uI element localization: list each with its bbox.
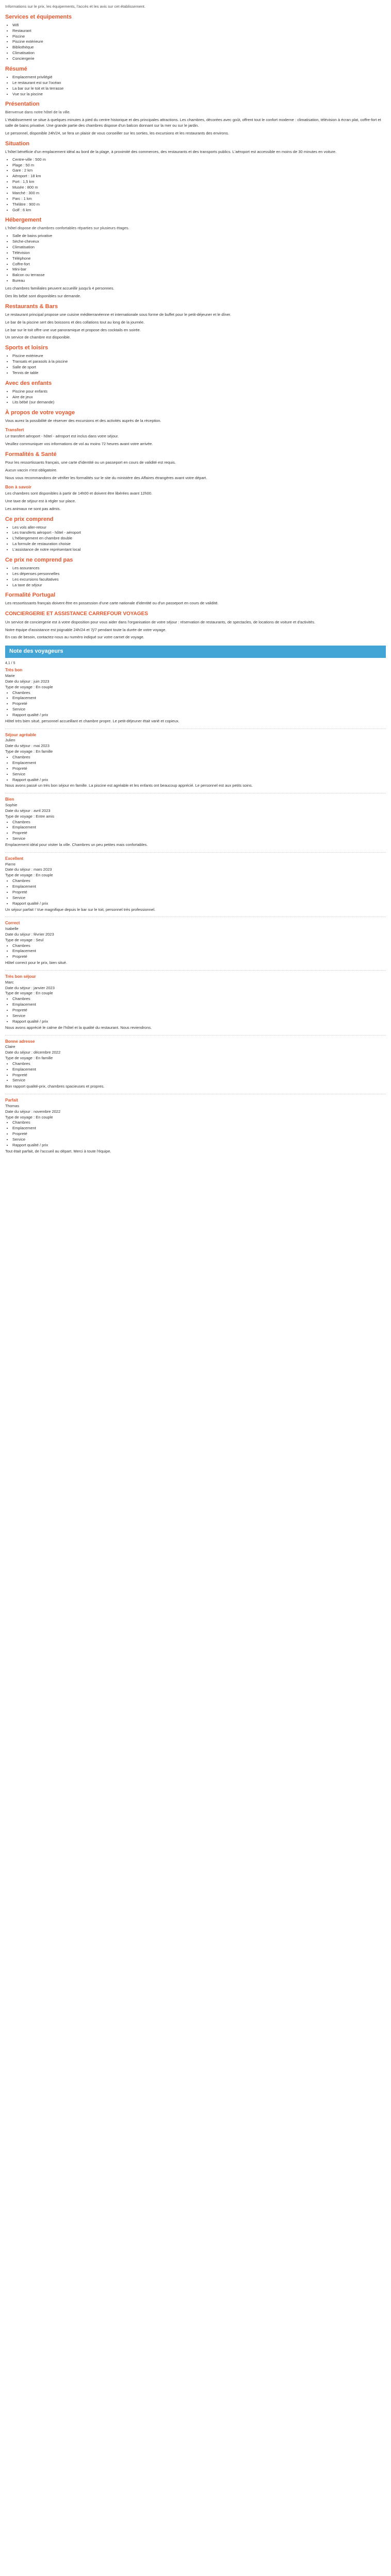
list-item: • Port : 1,5 km [12,179,386,185]
review-item [5,973,386,1032]
review-title: Excellent [5,856,24,861]
formalites-p1: Pour les ressortissants français, une carte d'identité ou un passeport en cours de validité est requis. [5,460,176,465]
enfants-list [5,389,386,406]
review-score-item: • Chambres [12,755,386,760]
review-type: Type de voyage : En famille [5,1055,53,1060]
review-text: Un séjour parfait ! Vue magnifique depuis le bar sur le toit, personnel très professionnel. [5,907,156,912]
conciergerie-p3: En cas de besoin, contactez-nous au numéro indiqué sur votre carnet de voyage. [5,635,144,640]
review-score-item: • Service [12,1078,386,1083]
review-score-item: • Emplacement [12,1067,386,1073]
review-score-item: • Rapport qualité / prix [12,1019,386,1025]
review-date: Date du séjour : avril 2023 [5,808,51,813]
review-score-item: • Emplacement [12,825,386,831]
hebergement-list [5,233,386,284]
review-score-item: • Service [12,895,386,901]
review-title: Bonne adresse [5,1039,35,1044]
review-item [5,1096,386,1156]
conciergerie-title: CONCIERGERIE ET ASSISTANCE CARREFOUR VOYAGES [5,611,148,617]
ne-comprend-list [5,566,386,588]
review-title: Parfait [5,1098,18,1103]
review-scores [5,878,386,906]
review-author: Julien [5,738,15,743]
propos-p1: Vous aurez la possibilité de réserver des excursions et des activités auprès de la réception. [5,418,161,423]
bon-p2: Une taxe de séjour est à régler sur place. [5,498,76,503]
list-item: • La taxe de séjour [12,583,386,588]
review-score-item: • Propreté [12,954,386,960]
comprend-list [5,525,386,553]
review-title: Très bon séjour [5,974,36,979]
review-divider [5,728,386,729]
presentation-p2: Le personnel, disponible 24h/24, se fera un plaisir de vous conseiller sur les sorties, les excursions et les restaurants des environs. [5,130,229,135]
list-item: • Aéroport : 18 km [12,174,386,179]
list-item: • Conciergerie [12,56,386,62]
list-item: • Aire de jeux [12,395,386,400]
review-score-item: • Chambres [12,878,386,884]
list-item: • Marché : 300 m [12,191,386,196]
review-author: Pierre [5,861,16,867]
formalites-p3: Nous vous recommandons de vérifier les formalités sur le site du ministère des Affaires étrangères avant votre départ. [5,475,207,480]
presentation-title: Présentation [5,101,40,108]
review-item [5,1038,386,1092]
review-score-item: • Chambres [12,996,386,1002]
review-score-item: • Propreté [12,1131,386,1137]
reviews-list [5,666,386,1156]
list-item: • Mini-bar [12,267,386,273]
review-scores [5,1120,386,1148]
list-item: • Restaurant [12,28,386,34]
resume-title: Résumé [5,65,27,72]
review-scores [5,943,386,960]
review-score-item: • Chambres [12,820,386,825]
reviews-title: Note des voyageurs [9,648,63,655]
situation-title: Situation [5,140,30,147]
review-title: Séjour agréable [5,732,37,737]
review-type: Type de voyage : En famille [5,749,53,754]
comprend-title: Ce prix comprend [5,516,54,522]
list-item: • Le restaurant est sur l'océan [12,80,386,86]
list-item: • Coffre-fort [12,262,386,267]
review-score-item: • Propreté [12,766,386,772]
list-item: • Transats et parasols à la piscine [12,359,386,365]
intro-text: Informations sur le prix, les équipements, l'accès et les avis sur cet établissement. [5,4,145,9]
sports-list [5,353,386,376]
list-item: • Musée : 800 m [12,185,386,191]
review-score-item: • Service [12,1137,386,1143]
transfert-p2: Veuillez communiquer vos informations de vol au moins 72 heures avant votre arrivée. [5,442,153,447]
list-item: • Lits bébé (sur demande) [12,400,386,405]
portail-title: Formalité Portugal [5,592,56,599]
restaurants-p4: Un service de chambre est disponible. [5,335,71,340]
review-score-item: • Service [12,707,386,713]
ne-comprend-title: Ce prix ne comprend pas [5,556,73,563]
reviews-count: 4,1 / 5 [5,662,15,666]
formalites-p2: Aucun vaccin n'est obligatoire. [5,467,58,472]
review-type: Type de voyage : En couple [5,991,53,996]
review-date: Date du séjour : novembre 2022 [5,1109,61,1114]
review-score-item: • Rapport qualité / prix [12,1143,386,1148]
enfants-title: Avec des enfants [5,380,52,386]
list-item: • Tennis de table [12,370,386,376]
list-item: • Emplacement privilégié [12,75,386,80]
list-item: • Les dépenses personnelles [12,571,386,577]
list-item: • Golf : 6 km [12,208,386,213]
review-date: Date du séjour : juin 2023 [5,679,50,684]
review-text: Hôtel correct pour le prix, bien situé. [5,960,68,965]
review-date: Date du séjour : février 2023 [5,931,54,937]
list-item: • Sèche-cheveux [12,239,386,245]
review-type: Type de voyage : Seul [5,937,44,942]
hebergement-p2: Des lits bébé sont disponibles sur demande. [5,293,82,298]
review-scores [5,1061,386,1084]
list-item: • Piscine [12,34,386,40]
review-score-item: • Rapport qualité / prix [12,901,386,907]
list-item: • Théâtre : 900 m [12,202,386,208]
review-title: Correct [5,921,20,926]
bon-p3: Les animaux ne sont pas admis. [5,506,61,511]
services-title: Services et équipements [5,13,72,20]
review-score-item: • Rapport qualité / prix [12,777,386,783]
review-text: Hôtel très bien situé, personnel accueillant et chambre propre. Le petit-déjeuner était varié et copieux. [5,718,180,723]
review-date: Date du séjour : mai 2023 [5,743,50,749]
review-score-item: • Emplacement [12,1002,386,1008]
sports-title: Sports et loisirs [5,345,48,351]
hebergement-p1: Les chambres familiales peuvent accueillir jusqu'à 4 personnes. [5,286,115,291]
review-score-item: • Chambres [12,1120,386,1126]
list-item: • Parc : 1 km [12,196,386,202]
review-score-item: • Chambres [12,943,386,949]
review-title: Très bon [5,668,23,673]
list-item: • Télévision [12,250,386,256]
review-score-item: • Emplacement [12,760,386,766]
review-divider [5,852,386,853]
review-score-item: • Propreté [12,831,386,836]
review-type: Type de voyage : En couple [5,684,53,689]
formalites-title: Formalités & Santé [5,451,57,458]
list-item: • La formule de restauration choisie [12,541,386,547]
services-list [5,23,386,62]
list-item: • Piscine extérieure [12,353,386,359]
review-score-item: • Emplacement [12,696,386,701]
review-date: Date du séjour : décembre 2022 [5,1050,61,1055]
list-item: • Plage : 50 m [12,163,386,168]
resume-list [5,75,386,97]
conciergerie-p1: Un service de conciergerie est à votre disposition pour vous aider dans l'organisation de votre séjour : réservation de restaurants, de spectacles, de locations de voiture et d'activités. [5,619,316,624]
review-author: Isabelle [5,926,19,931]
review-text: Nous avons apprécié le calme de l'hôtel et la qualité du restaurant. Nous reviendrons. [5,1025,152,1030]
review-score-item: • Propreté [12,1073,386,1078]
review-score-item: • Service [12,836,386,842]
list-item: • Climatisation [12,245,386,250]
review-title: Bien [5,797,14,802]
review-score-item: • Chambres [12,1061,386,1067]
review-score-item: • Propreté [12,890,386,895]
review-scores [5,820,386,842]
review-scores [5,690,386,718]
review-score-item: • Chambres [12,690,386,696]
review-score-item: • Rapport qualité / prix [12,713,386,718]
propos-title: À propos de votre voyage [5,410,75,416]
list-item: • L'assistance de notre représentant local [12,547,386,553]
list-item: • Wifi [12,23,386,28]
review-item [5,731,386,791]
list-item: • Téléphone [12,256,386,262]
restaurants-p3: Le bar sur le toit offre une vue panoramique et propose des cocktails en soirée. [5,327,141,332]
portail-p1: Les ressortissants français doivent être en possession d'une carte nationale d'identité ou d'un passeport en cours de validité. [5,601,219,606]
review-item [5,919,386,968]
review-type: Type de voyage : En couple [5,1114,53,1120]
review-score-item: • Propreté [12,701,386,707]
page [5,0,386,1167]
review-text: Bon rapport qualité-prix, chambres spacieuses et propres. [5,1084,105,1089]
bon-title: Bon à savoir [5,484,32,489]
review-score-item: • Service [12,1013,386,1019]
review-author: Marie [5,673,15,678]
presentation-lead: Bienvenue dans notre hôtel de la ville. [5,110,71,115]
bon-p1: Les chambres sont disponibles à partir de 14h00 et doivent être libérées avant 12h00. [5,491,153,496]
review-scores [5,996,386,1024]
reviews-banner [5,646,386,658]
review-divider [5,1035,386,1036]
review-score-item: • Propreté [12,1008,386,1013]
review-author: Marc [5,979,14,985]
list-item: • Salle de sport [12,365,386,370]
review-text: Tout était parfait, de l'accueil au départ. Merci à toute l'équipe. [5,1148,111,1154]
list-item: • Les assurances [12,566,386,571]
list-item: • Bureau [12,278,386,284]
review-item [5,855,386,914]
review-author: Claire [5,1044,15,1049]
review-score-item: • Emplacement [12,884,386,890]
review-author: Thomas [5,1103,20,1108]
list-item: • Balcon ou terrasse [12,273,386,278]
list-item: • L'hébergement en chambre double [12,536,386,541]
review-author: Sophie [5,802,18,807]
review-text: Nous avons passé un très bon séjour en famille. La piscine est agréable et les enfants ont beaucoup apprécié. Le personnel est aux petits soins. [5,783,253,788]
review-item [5,666,386,726]
conciergerie-p2: Notre équipe d'assistance est joignable 24h/24 et 7j/7 pendant toute la durée de votre voyage. [5,627,167,632]
list-item: • Vue sur la piscine [12,92,386,97]
situation-distances [5,157,386,213]
review-type: Type de voyage : En couple [5,873,53,878]
list-item: • Bibliothèque [12,45,386,50]
list-item: • La bar sur le toit et la terrasse [12,86,386,92]
review-date: Date du séjour : mars 2023 [5,867,52,872]
hebergement-title: Hébergement [5,217,42,224]
review-date: Date du séjour : janvier 2023 [5,985,55,990]
list-item: • Climatisation [12,50,386,56]
review-scores [5,755,386,783]
list-item: • Les excursions facultatives [12,577,386,583]
restaurants-p1: Le restaurant principal propose une cuisine méditerranéenne et internationale sous forme de buffet pour le petit-déjeuner et le dîner. [5,312,232,317]
hebergement-lead: L'hôtel dispose de chambres confortables réparties sur plusieurs étages. [5,226,129,231]
list-item: • Gare : 2 km [12,168,386,174]
situation-p1: L'hôtel bénéficie d'un emplacement idéal au bord de la plage, à proximité des commerces, des restaurants et des transports publics. L'aéroport est accessible en moins de 30 minutes en voiture. [5,149,337,154]
review-score-item: • Service [12,772,386,777]
review-score-item: • Emplacement [12,948,386,954]
list-item: • Salle de bains privative [12,233,386,239]
transfert-title: Transfert [5,427,24,433]
review-divider [5,970,386,971]
review-item [5,795,386,850]
list-item: • Les transferts aéroport - hôtel - aéroport [12,530,386,536]
transfert-p1: Le transfert aéroport - hôtel - aéroport est inclus dans votre séjour. [5,434,119,439]
list-item: • Les vols aller-retour [12,525,386,531]
list-item: • Centre-ville : 500 m [12,157,386,163]
presentation-p1: L'établissement se situe à quelques minutes à pied du centre historique et des principales attractions. Les chambres, décorées avec goût, offrent tout le confort moderne : climatisation, télévision à écran plat, coffre-fort et salle de bains privative. Une grande partie des chambres dispose d'un balcon donnant sur la mer ou sur le jardin. [5,117,381,128]
restaurants-p2: Le bar de la piscine sert des boissons et des collations tout au long de la journée. [5,319,145,325]
list-item: • Piscine extérieure [12,39,386,45]
restaurants-title: Restaurants & Bars [5,303,58,310]
review-text: Emplacement idéal pour visiter la ville. Chambres un peu petites mais confortables. [5,842,148,848]
list-item: • Piscine pour enfants [12,389,386,395]
review-type: Type de voyage : Entre amis [5,814,55,819]
review-score-item: • Emplacement [12,1126,386,1131]
